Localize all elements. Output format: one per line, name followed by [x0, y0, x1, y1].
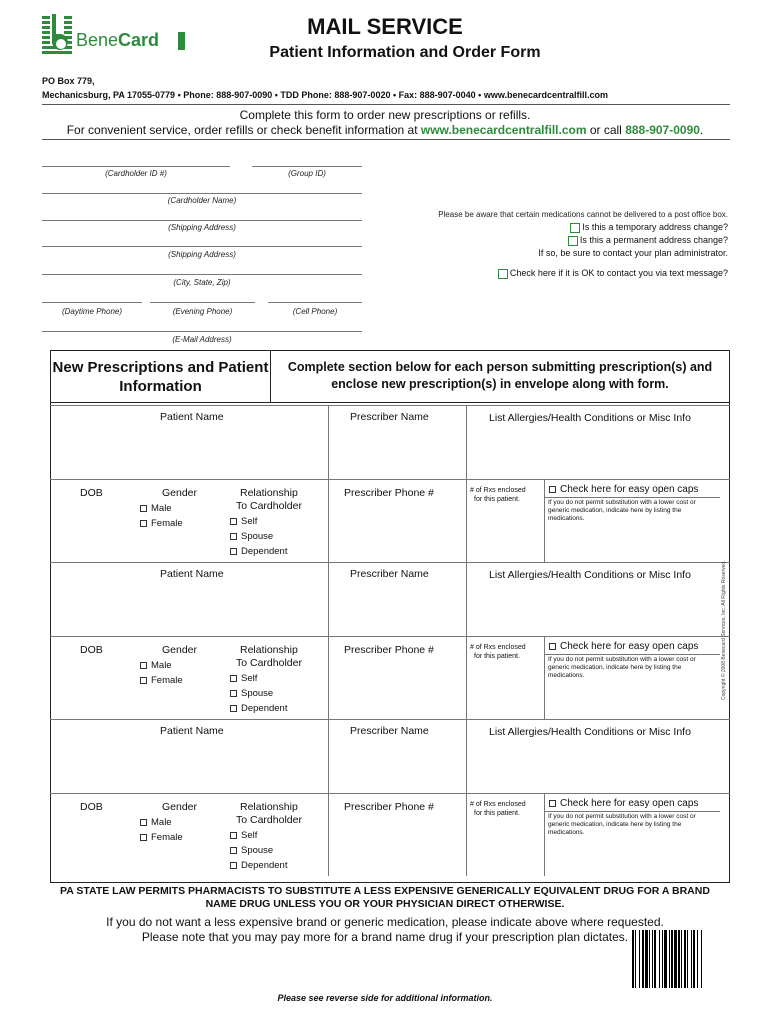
substitution-info: If you do not permit substitution with a lower cost or generic medication, indicate here by listing the medications.: [548, 499, 696, 522]
section-heading-right: Complete section below for each person submitting prescription(s) and enclose new prescription(s) in envelope along with form.: [271, 351, 729, 403]
barcode-bar: [693, 930, 695, 988]
row-divider: [50, 562, 730, 563]
rx-enclosed-label: # of Rxs enclosed for this patient.: [470, 801, 526, 817]
easy-caps-checkbox[interactable]: [549, 643, 556, 650]
cell-phone-line[interactable]: [268, 302, 362, 303]
female-option[interactable]: Female: [140, 675, 183, 686]
column-divider: [544, 636, 545, 719]
shipping-address-line-2[interactable]: [42, 246, 362, 247]
self-option[interactable]: Self: [230, 516, 257, 527]
barcode-bar: [632, 930, 634, 988]
barcode-bar: [678, 930, 680, 988]
self-checkbox[interactable]: [230, 518, 237, 525]
dependent-option[interactable]: Dependent: [230, 860, 287, 871]
perm-change-checkbox[interactable]: [568, 236, 578, 246]
relationship-label: Relationship: [240, 487, 298, 499]
dob-label: DOB: [80, 487, 103, 499]
barcode-bar: [664, 930, 667, 988]
prescriber-phone-label: Prescriber Phone #: [344, 644, 434, 656]
row-divider: [50, 479, 730, 480]
barcode: [632, 930, 742, 988]
easy-caps-option[interactable]: Check here for easy open caps: [549, 641, 698, 652]
shipping-address-line-1[interactable]: [42, 220, 362, 221]
barcode-bar: [684, 930, 686, 988]
prescriber-phone-label: Prescriber Phone #: [344, 487, 434, 499]
female-option[interactable]: Female: [140, 518, 183, 529]
barcode-bar: [649, 930, 650, 988]
to-cardholder-label: To Cardholder: [236, 500, 302, 512]
easy-caps-checkbox[interactable]: [549, 486, 556, 493]
dob-label: DOB: [80, 801, 103, 813]
gender-label: Gender: [162, 487, 198, 499]
column-divider: [466, 405, 467, 562]
barcode-bar: [671, 930, 673, 988]
dependent-checkbox[interactable]: [230, 862, 237, 869]
allergies-label: List Allergies/Health Conditions or Misc Info: [489, 569, 691, 581]
dob-label: DOB: [80, 644, 103, 656]
cell-phone-label: (Cell Phone): [292, 307, 338, 316]
law-line-1: PA STATE LAW PERMITS PHARMACISTS TO SUBSTITUTE A LESS EXPENSIVE GENERICALLY EQUIVALENT DRUG FOR A BRAND: [60, 885, 710, 897]
barcode-bar: [659, 930, 660, 988]
perm-change-question: Is this a permanent address change?: [568, 235, 728, 246]
substitution-note-2: Please note that you may pay more for a brand name drug if your prescription plan dictates.: [141, 930, 629, 944]
svg-text:BeneCard: BeneCard: [76, 30, 160, 50]
female-checkbox[interactable]: [140, 834, 147, 841]
law-notice: [20, 885, 750, 911]
temp-change-question: Is this a temporary address change?: [570, 222, 728, 233]
patient-name-label: Patient Name: [160, 411, 224, 423]
dependent-checkbox[interactable]: [230, 548, 237, 555]
barcode-bar: [691, 930, 692, 988]
evening-phone-line[interactable]: [150, 302, 255, 303]
spouse-checkbox[interactable]: [230, 690, 237, 697]
easy-caps-divider: [544, 654, 720, 655]
rx-enclosed-label: # of Rxs enclosed for this patient.: [470, 487, 526, 503]
barcode-bar: [635, 930, 636, 988]
phone-link[interactable]: 888-907-0090: [625, 123, 700, 137]
substitution-note-1: If you do not want a less expensive brand or generic medication, please indicate above where requested.: [106, 915, 664, 929]
gender-label: Gender: [162, 801, 198, 813]
easy-caps-option[interactable]: Check here for easy open caps: [549, 484, 698, 495]
column-divider: [328, 562, 329, 719]
cardholder-id-line[interactable]: [42, 166, 230, 167]
patient-name-label: Patient Name: [160, 568, 224, 580]
column-divider: [328, 719, 329, 876]
barcode-bar: [652, 930, 653, 988]
form-subtitle: Patient Information and Order Form: [269, 44, 541, 61]
male-option[interactable]: Male: [140, 503, 172, 514]
allergies-label: List Allergies/Health Conditions or Misc Info: [489, 412, 691, 424]
easy-caps-divider: [544, 811, 720, 812]
intro-text: [0, 108, 770, 138]
self-checkbox[interactable]: [230, 832, 237, 839]
dependent-option[interactable]: Dependent: [230, 703, 287, 714]
relationship-label: Relationship: [240, 644, 298, 656]
barcode-bar: [669, 930, 670, 988]
form-title: MAIL SERVICE: [307, 14, 463, 39]
temp-change-checkbox[interactable]: [570, 223, 580, 233]
shipping-address-label-2: (Shipping Address): [168, 250, 236, 259]
prescriber-name-label: Prescriber Name: [350, 725, 429, 737]
cardholder-id-label: (Cardholder ID #): [105, 169, 167, 178]
dependent-checkbox[interactable]: [230, 705, 237, 712]
po-box-notice: Please be aware that certain medications cannot be delivered to a post office box.: [438, 210, 728, 219]
city-state-zip-line[interactable]: [42, 274, 362, 275]
law-line-2: NAME DRUG UNLESS YOU OR YOUR PHYSICIAN DIRECT OTHERWISE.: [205, 898, 565, 910]
barcode-bar: [681, 930, 682, 988]
row-divider: [50, 719, 730, 720]
row-divider: [50, 793, 730, 794]
daytime-phone-line[interactable]: [42, 302, 142, 303]
cardholder-name-line[interactable]: [42, 193, 362, 194]
barcode-bar: [662, 930, 663, 988]
female-checkbox[interactable]: [140, 677, 147, 684]
barcode-bar: [639, 930, 640, 988]
female-checkbox[interactable]: [140, 520, 147, 527]
address-line-2: Mechanicsburg, PA 17055-0779 • Phone: 888-907-0090 • TDD Phone: 888-907-0020 • Fax: 888-907-0040 • www.benecardcentralfill.com: [42, 90, 609, 100]
substitution-info: If you do not permit substitution with a lower cost or generic medication, indicate here by listing the medications.: [548, 813, 696, 836]
barcode-bar: [642, 930, 644, 988]
group-id-label: (Group ID): [288, 169, 326, 178]
self-checkbox[interactable]: [230, 675, 237, 682]
easy-caps-divider: [544, 497, 720, 498]
prescriber-name-label: Prescriber Name: [350, 568, 429, 580]
group-id-line[interactable]: [252, 166, 362, 167]
easy-caps-option[interactable]: Check here for easy open caps: [549, 798, 698, 809]
section-heading-left: New Prescriptions and Patient Information: [51, 351, 271, 403]
intro-line-2: For convenient service, order refills or check benefit information at www.benecardcentralfill.com or call 888-907-0090.: [66, 123, 704, 137]
barcode-bar: [701, 930, 702, 988]
row-divider: [50, 405, 730, 406]
spouse-option[interactable]: Spouse: [230, 688, 273, 699]
shipping-address-label-1: (Shipping Address): [168, 223, 236, 232]
intro-divider: [42, 139, 730, 140]
spouse-checkbox[interactable]: [230, 533, 237, 540]
intro-line-1: Complete this form to order new prescriptions or refills.: [239, 108, 531, 122]
gender-label: Gender: [162, 644, 198, 656]
rx-enclosed-label: # of Rxs enclosed for this patient.: [470, 644, 526, 660]
male-checkbox[interactable]: [140, 505, 147, 512]
column-divider: [466, 562, 467, 719]
text-ok-question: Check here if it is OK to contact you via text message?: [498, 268, 728, 279]
barcode-bar: [687, 930, 688, 988]
column-divider: [328, 405, 329, 562]
spouse-checkbox[interactable]: [230, 847, 237, 854]
barcode-bar: [697, 930, 698, 988]
cardholder-name-label: (Cardholder Name): [167, 196, 237, 205]
column-divider: [544, 793, 545, 876]
female-option[interactable]: Female: [140, 832, 183, 843]
dependent-option[interactable]: Dependent: [230, 546, 287, 557]
relationship-label: Relationship: [240, 801, 298, 813]
text-ok-checkbox[interactable]: [498, 269, 508, 279]
prescriber-phone-label: Prescriber Phone #: [344, 801, 434, 813]
evening-phone-label: (Evening Phone): [172, 307, 233, 316]
substitution-info: If you do not permit substitution with a lower cost or generic medication, indicate here by listing the medications.: [548, 656, 696, 679]
male-checkbox[interactable]: [140, 662, 147, 669]
easy-caps-checkbox[interactable]: [549, 800, 556, 807]
reverse-side-note: Please see reverse side for additional information.: [277, 993, 493, 1003]
daytime-phone-label: (Daytime Phone): [61, 307, 123, 316]
column-divider: [466, 719, 467, 876]
spouse-option[interactable]: Spouse: [230, 531, 273, 542]
website-link[interactable]: www.benecardcentralfill.com: [420, 123, 587, 137]
barcode-bar: [674, 930, 677, 988]
male-option[interactable]: Male: [140, 817, 172, 828]
male-checkbox[interactable]: [140, 819, 147, 826]
patient-name-label: Patient Name: [160, 725, 224, 737]
to-cardholder-label: To Cardholder: [236, 657, 302, 669]
address-line-1: PO Box 779,: [42, 76, 95, 86]
copyright-note: Copyright © 2008 Benecard Services, Inc. All Rights Reserved.: [721, 560, 727, 700]
self-option[interactable]: Self: [230, 830, 257, 841]
barcode-bar: [645, 930, 648, 988]
contact-admin-note: If so, be sure to contact your plan administrator.: [538, 248, 728, 258]
male-option[interactable]: Male: [140, 660, 172, 671]
column-divider: [544, 479, 545, 562]
city-state-zip-label: (City, State, Zip): [173, 278, 231, 287]
self-option[interactable]: Self: [230, 673, 257, 684]
barcode-bar: [654, 930, 656, 988]
to-cardholder-label: To Cardholder: [236, 814, 302, 826]
prescriber-name-label: Prescriber Name: [350, 411, 429, 423]
row-divider: [50, 636, 730, 637]
allergies-label: List Allergies/Health Conditions or Misc Info: [489, 726, 691, 738]
header-divider: [42, 104, 730, 105]
spouse-option[interactable]: Spouse: [230, 845, 273, 856]
email-label: (E-Mail Address): [172, 335, 232, 344]
email-line[interactable]: [42, 331, 362, 332]
